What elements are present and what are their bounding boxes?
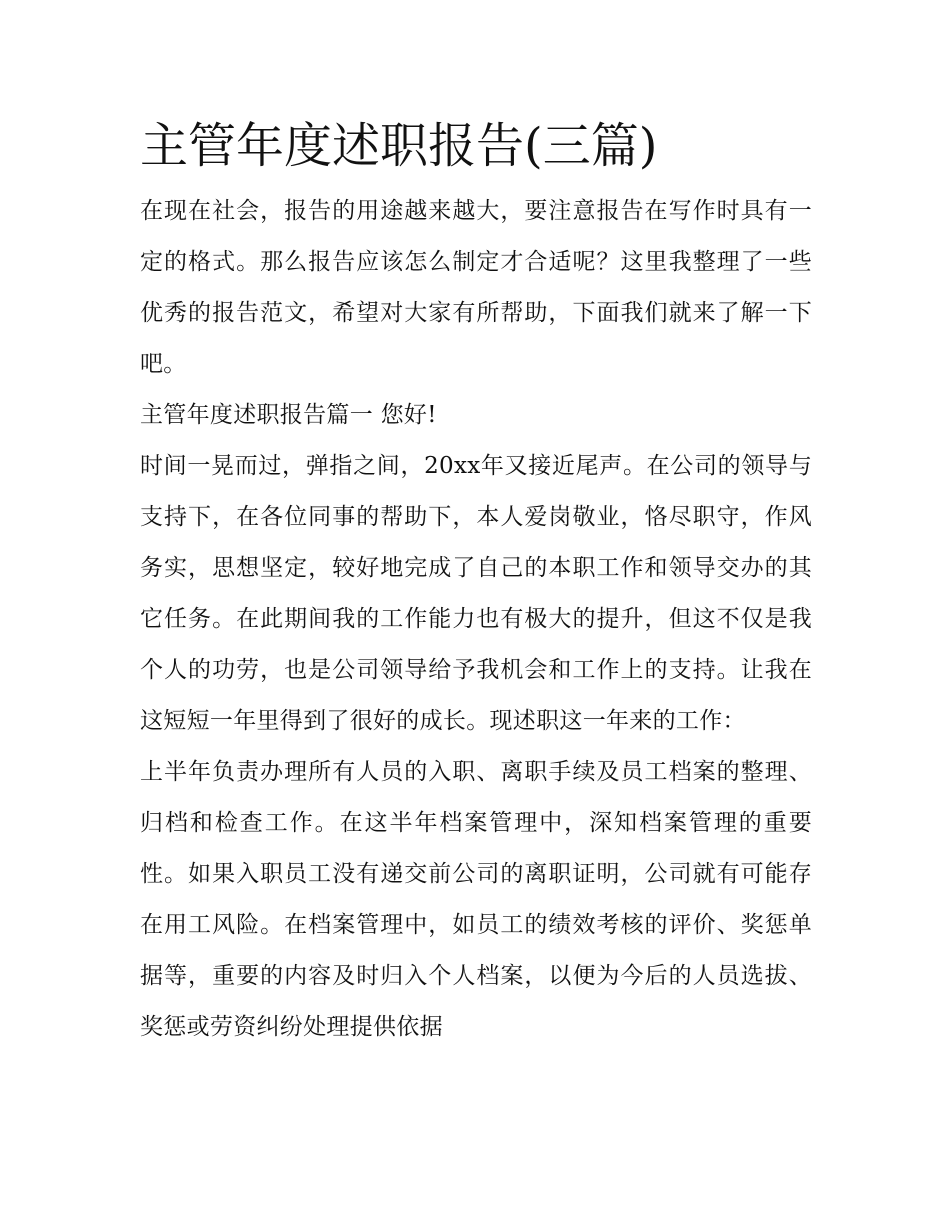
intro-paragraph: 在现在社会，报告的用途越来越大，要注意报告在写作时具有一定的格式。那么报告应该怎么制定才合适呢？这里我整理了一些优秀的报告范文，希望对大家有所帮助，下面我们就来了解一下吧。 [140, 198, 812, 377]
document-body [140, 112, 812, 1053]
body-paragraph: 上半年负责办理所有人员的入职、离职手续及员工档案的整理、归档和检查工作。在这半年档案管理中，深知档案管理的重要性。如果入职员工没有递交前公司的离职证明，公司就有可能存在用工风险。在档案管理中，如员工的绩效考核的评价、奖惩单据等，重要的内容及时归入个人档案，以便为今后的人员选拔、奖惩或劳资纠纷处理提供依据 [140, 759, 812, 1040]
body-paragraph: 时间一晃而过，弹指之间，20xx年又接近尾声。在公司的领导与支持下，在各位同事的帮助下，本人爱岗敬业，恪尽职守，作风务实，思想坚定，较好地完成了自己的本职工作和领导交办的其它任务。在此期间我的工作能力也有极大的提升，但这不仅是我个人的功劳，也是公司领导给予我机会和工作上的支持。让我在这短短一年里得到了很好的成长。现述职这一年来的工作： [140, 453, 812, 734]
page-title: 主管年度述职报告(三篇) [140, 118, 658, 174]
section-heading-paragraph: 主管年度述职报告篇一 您好! [140, 402, 437, 428]
